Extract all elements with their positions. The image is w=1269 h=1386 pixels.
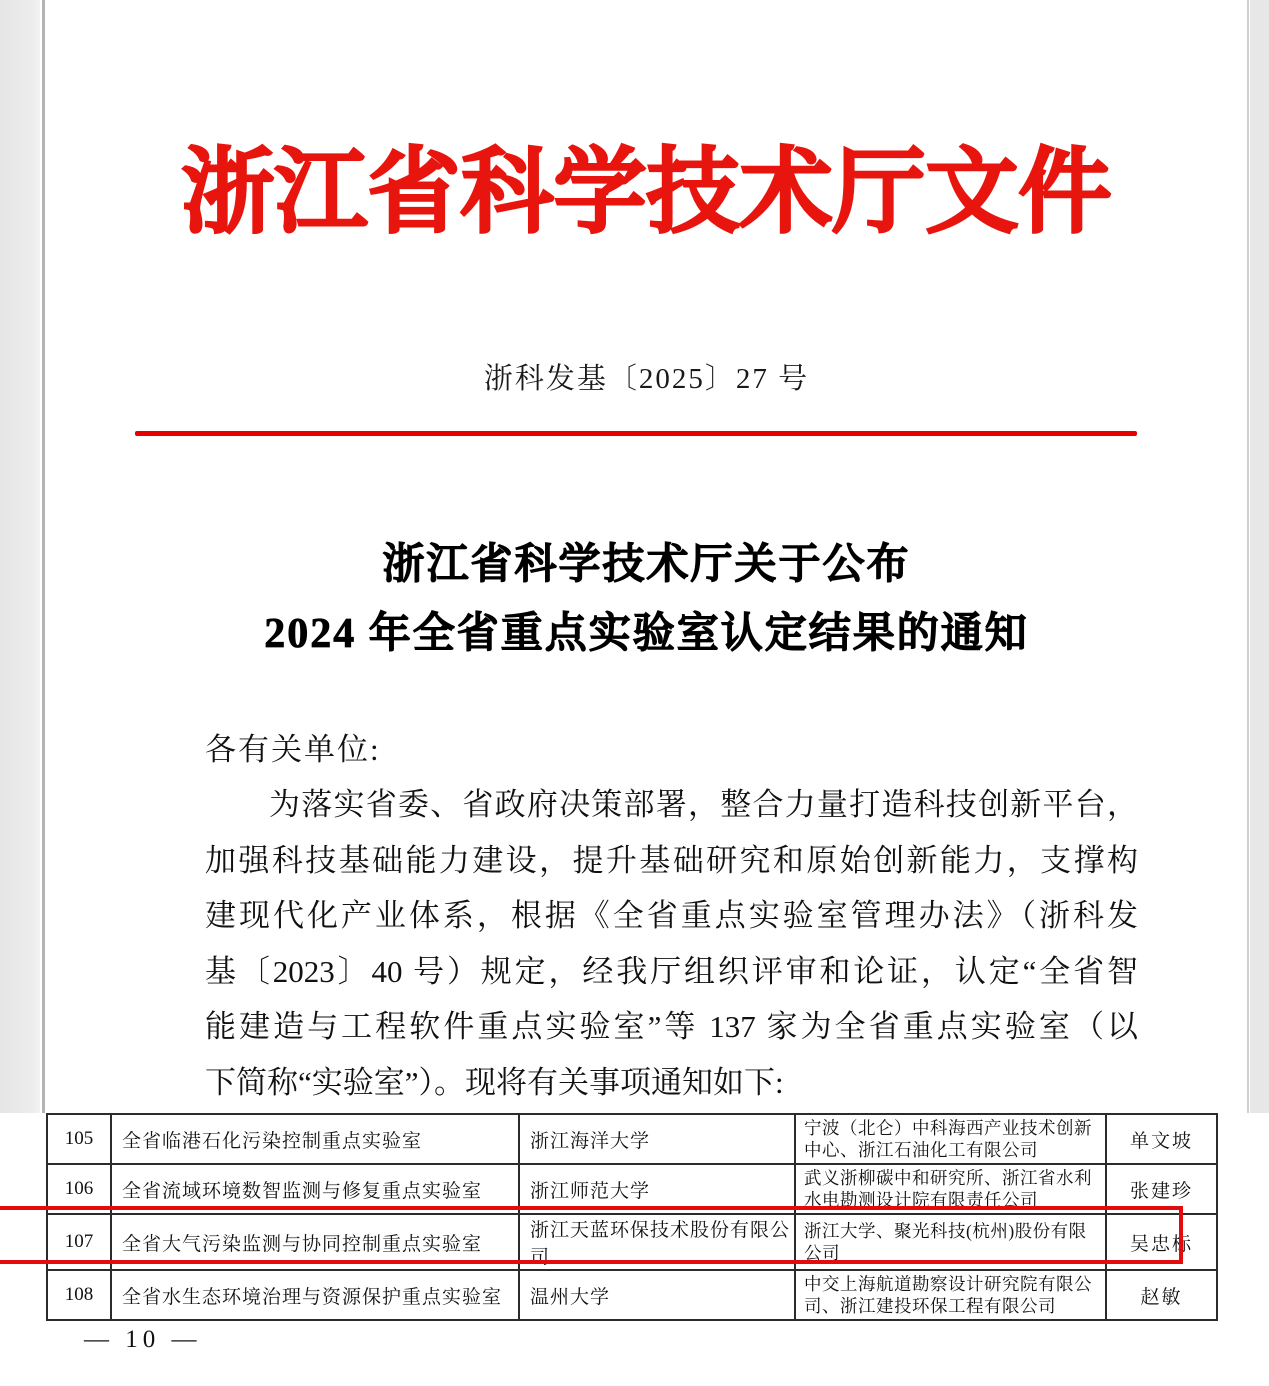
body-line: 能建造与工程软件重点实验室”等 137 家为全省重点实验室（以 — [205, 1009, 1138, 1044]
laboratory-table-section — [0, 1113, 1269, 1386]
body-line: 建现代化产业体系，根据《全省重点实验室管理办法》（浙科发 — [205, 898, 1138, 933]
director-cell: 张建珍 — [1106, 1164, 1217, 1214]
row-number-cell: 108 — [47, 1270, 111, 1320]
body-line: 基〔2023〕40 号）规定，经我厅组织评审和论证，认定“全省智 — [205, 953, 1138, 989]
partners-cell: 武义浙柳碳中和研究所、浙江省水利水电勘测设计院有限责任公司 — [795, 1164, 1106, 1214]
table-row — [47, 1270, 1217, 1320]
lab-name-cell: 全省临港石化污染控制重点实验室 — [111, 1114, 519, 1164]
document-number: 浙科发基〔2025〕27 号 — [483, 363, 810, 395]
institution-cell: 浙江海洋大学 — [519, 1114, 795, 1164]
table-row — [47, 1164, 1217, 1214]
institution-cell: 温州大学 — [519, 1270, 795, 1320]
body-line: 加强科技基础能力建设，提升基础研究和原始创新能力，支撑构 — [205, 842, 1138, 878]
page-left-margin — [0, 0, 40, 1113]
salutation: 各有关单位: — [205, 732, 381, 767]
partners-cell: 中交上海航道勘察设计研究院有限公司、浙江建投环保工程有限公司 — [795, 1270, 1106, 1320]
body-line: 下简称“实验室”）。现将有关事项通知如下: — [205, 1064, 784, 1100]
director-cell: 吴忠标 — [1106, 1214, 1217, 1270]
notice-title-line1: 浙江省科学技术厅关于公布 — [382, 542, 911, 588]
row-number-cell: 105 — [47, 1114, 111, 1164]
laboratory-table — [46, 1113, 1218, 1321]
letterhead-title: 浙江省科学技术厅文件 — [181, 142, 1112, 245]
table-row-highlighted — [47, 1214, 1217, 1270]
institution-cell: 浙江天蓝环保技术股份有限公司 — [519, 1214, 795, 1270]
lab-name-cell: 全省水生态环境治理与资源保护重点实验室 — [111, 1270, 519, 1320]
director-cell: 单文坡 — [1106, 1114, 1217, 1164]
page-number: — 10 — — [84, 1326, 202, 1353]
lab-name-cell: 全省流域环境数智监测与修复重点实验室 — [111, 1164, 519, 1214]
table-row — [47, 1114, 1217, 1164]
page-right-margin — [1250, 0, 1269, 1113]
notice-title-line2: 2024 年全省重点实验室认定结果的通知 — [264, 611, 1029, 657]
letterhead-red-rule — [135, 431, 1137, 436]
row-number-cell: 107 — [47, 1214, 111, 1270]
row-number-cell: 106 — [47, 1164, 111, 1214]
director-cell: 赵敏 — [1106, 1270, 1217, 1320]
notice-title — [44, 531, 1249, 669]
lab-name-cell: 全省大气污染监测与协同控制重点实验室 — [111, 1214, 519, 1270]
partners-cell: 宁波（北仑）中科海西产业技术创新中心、浙江石油化工有限公司 — [795, 1114, 1106, 1164]
body-line: 为落实省委、省政府决策部署，整合力量打造科技创新平台， — [269, 787, 1138, 822]
body-paragraph — [205, 777, 1138, 1110]
partners-cell: 浙江大学、聚光科技(杭州)股份有限公司 — [795, 1214, 1106, 1270]
institution-cell: 浙江师范大学 — [519, 1164, 795, 1214]
